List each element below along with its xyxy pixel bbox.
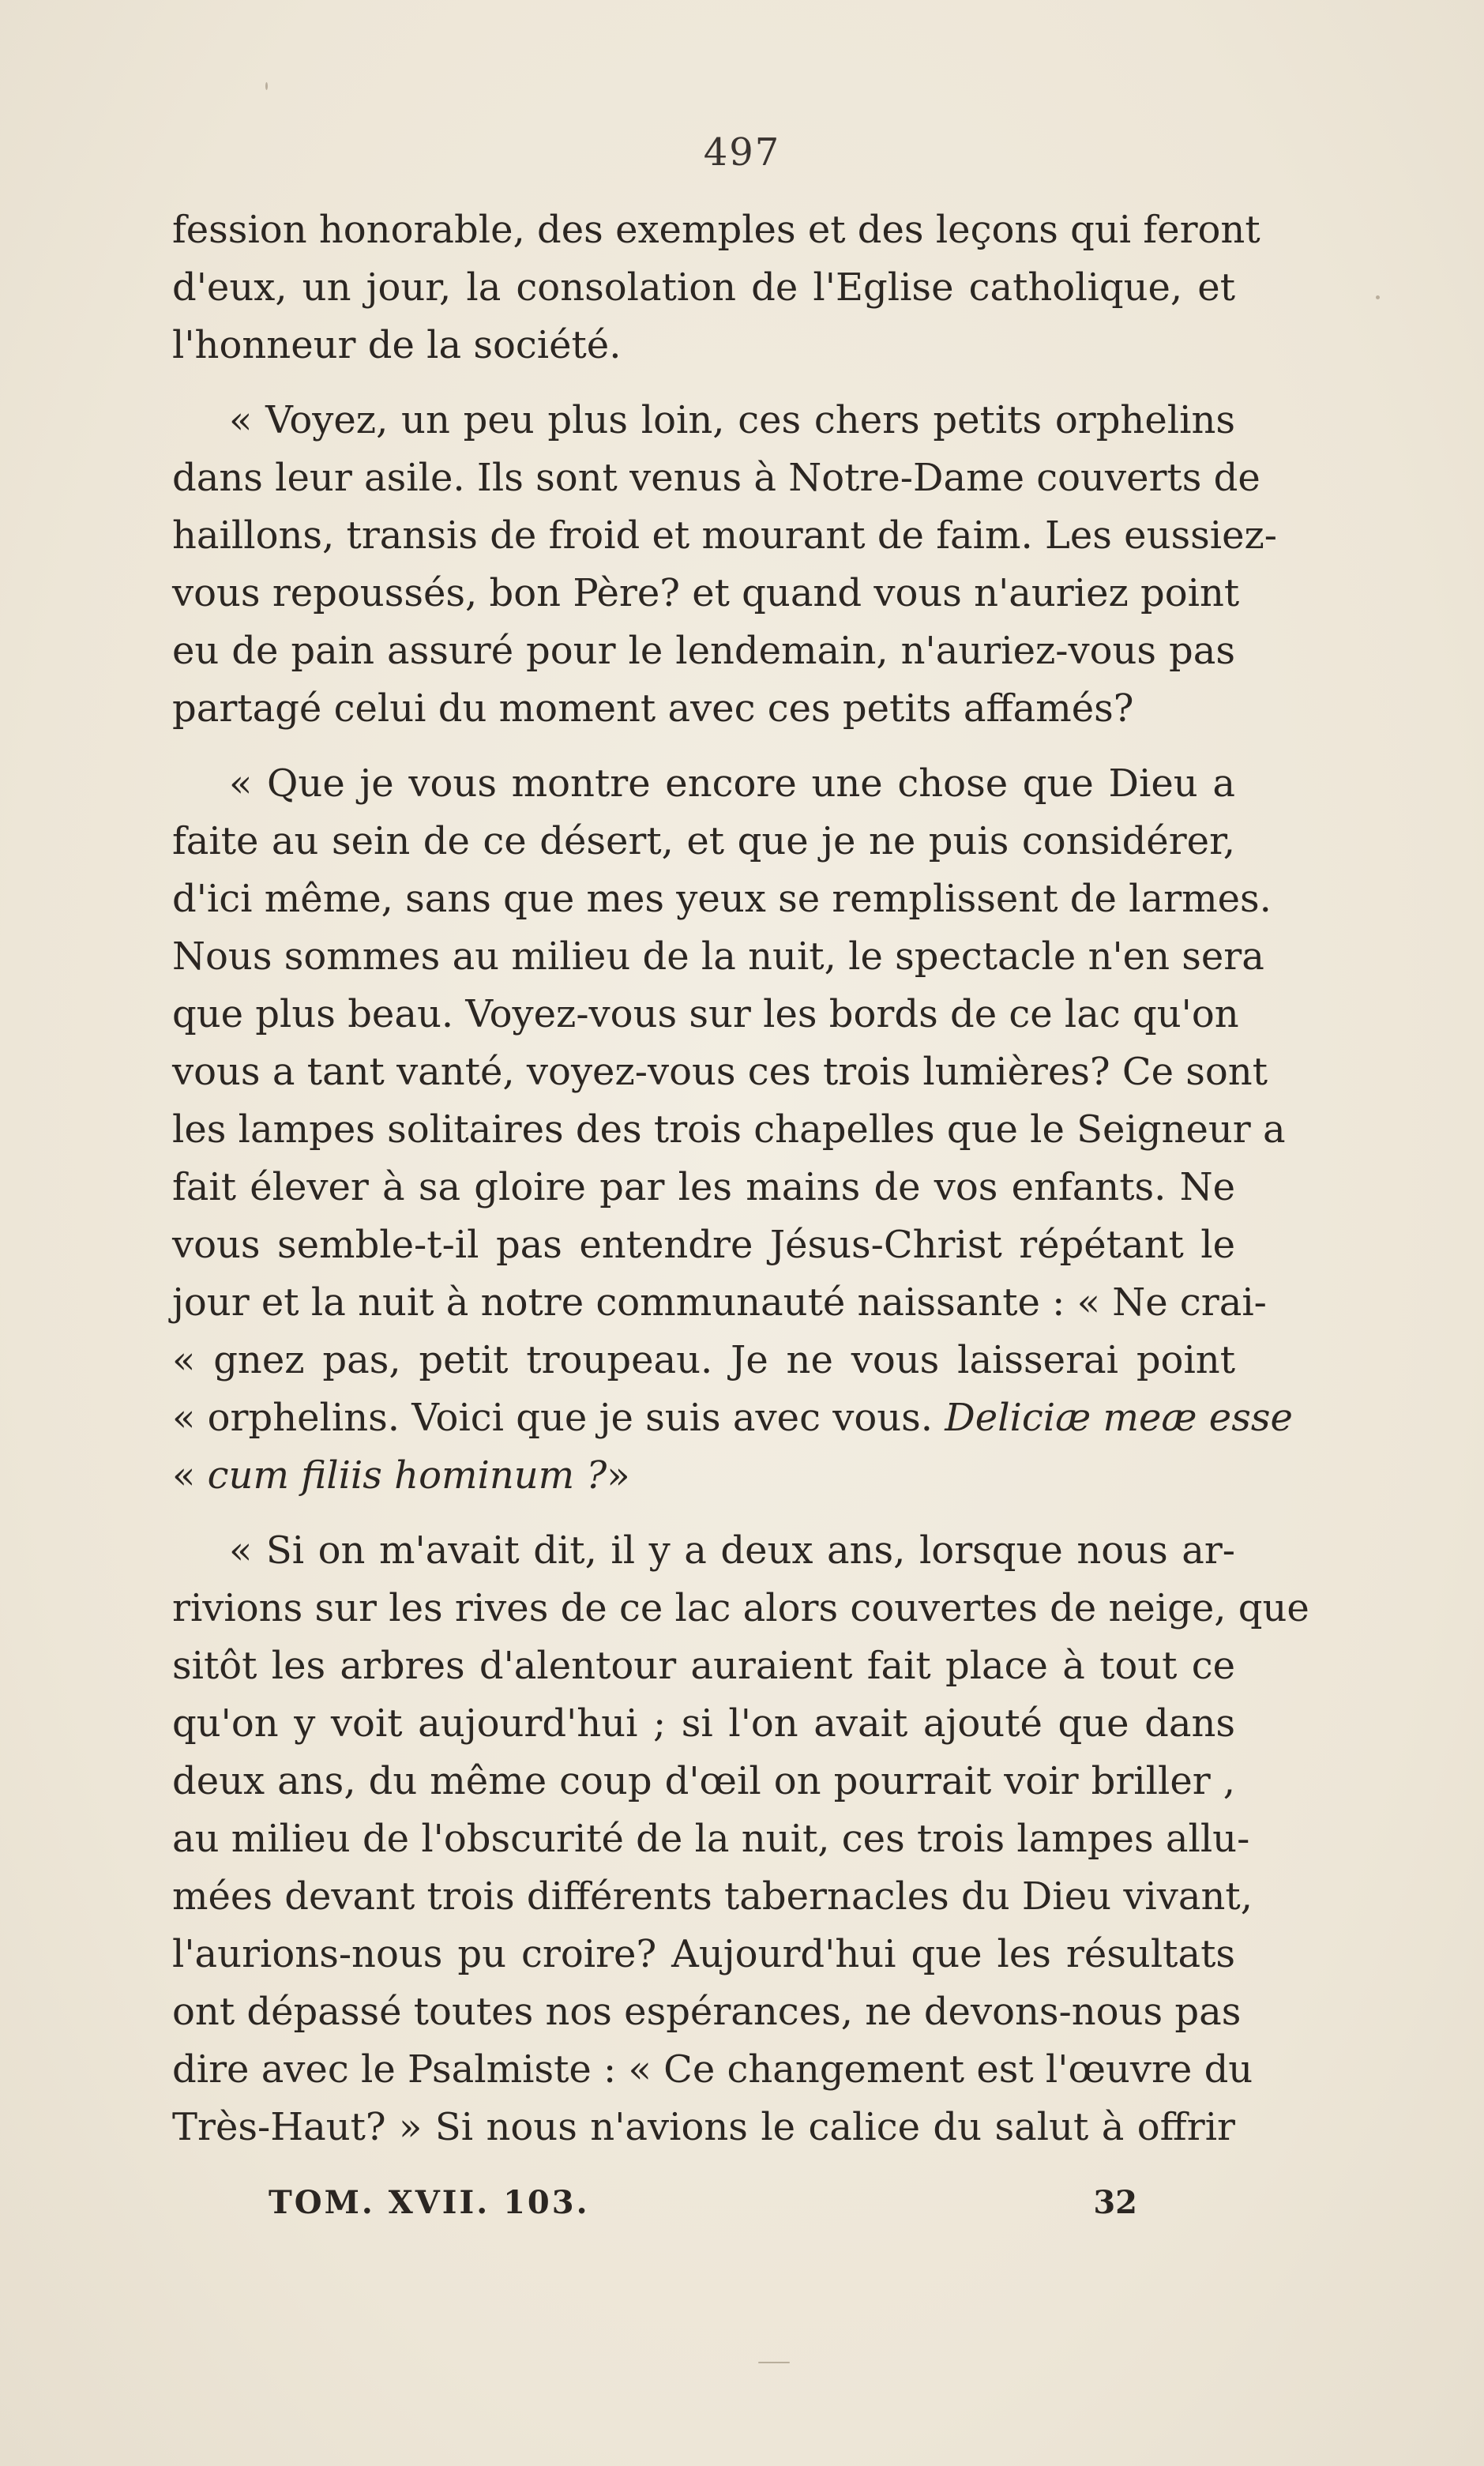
text-line-roman: « [172, 1453, 196, 1498]
text-line [172, 1810, 1250, 1868]
paragraph-gap [172, 738, 1235, 755]
text-line [172, 1753, 1235, 1810]
text-line-roman: « orphelins. Voici que je suis avec vous. [172, 1396, 934, 1440]
text-line [172, 1868, 1253, 1926]
text-line [172, 1274, 1267, 1332]
text-line-roman: fession honorable, des exemples et des leçons qui feront [172, 208, 1260, 252]
text-line [172, 622, 1235, 680]
text-line [172, 2041, 1253, 2099]
text-line [172, 1522, 1235, 1580]
text-line [172, 1695, 1235, 1753]
text-line [172, 2099, 1235, 2156]
text-line [172, 317, 1235, 374]
text-line [172, 201, 1260, 259]
text-line-roman: eu de pain assuré pour le lendemain, n'auriez-vous pas [172, 629, 1235, 673]
text-line-roman: faite au sein de ce désert, et que je ne puis considérer, [172, 819, 1235, 863]
text-line [172, 565, 1240, 622]
page-footer [269, 2184, 1137, 2231]
text-line [172, 1043, 1268, 1101]
text-line [172, 1637, 1235, 1695]
text-line [172, 1926, 1235, 1983]
body-text [172, 201, 1309, 2156]
text-line [172, 1389, 1293, 1447]
text-line [172, 1216, 1235, 1274]
text-line [172, 928, 1264, 986]
text-line [172, 507, 1278, 565]
text-line-roman: mées devant trois différents tabernacles du Dieu vivant, [172, 1874, 1253, 1919]
text-line-roman: l'aurions-nous pu croire? Aujourd'hui que les résultats [172, 1932, 1235, 1976]
text-line [172, 1101, 1286, 1159]
text-line [172, 1332, 1235, 1389]
text-line-close-quote: » [607, 1453, 630, 1498]
text-line-italic: cum filiis hominum ? [207, 1453, 607, 1498]
text-line-roman: « Si on m'avait dit, il y a deux ans, lorsque nous ar- [229, 1528, 1235, 1573]
text-line-roman: fait élever à sa gloire par les mains de vos enfants. Ne [172, 1165, 1235, 1209]
text-line-roman: haillons, transis de froid et mourant de faim. Les eussiez- [172, 513, 1278, 558]
text-line [172, 680, 1235, 738]
text-line-roman: « Voyez, un peu plus loin, ces chers petits orphelins [229, 398, 1235, 442]
text-line-roman: Nous sommes au milieu de la nuit, le spectacle n'en sera [172, 934, 1264, 979]
volume-signature: TOM. XVII. 103. [269, 2184, 590, 2221]
text-line-roman: Très-Haut? » Si nous n'avions le calice du salut à offrir [172, 2105, 1235, 2149]
text-line-roman: jour et la nuit à notre communauté naissante : « Ne crai- [172, 1280, 1267, 1325]
text-line-roman: rivions sur les rives de ce lac alors couvertes de neige, que [172, 1586, 1309, 1630]
text-line [172, 1447, 1235, 1505]
text-line-roman: vous a tant vanté, voyez-vous ces trois lumières? Ce sont [172, 1050, 1268, 1094]
text-line [172, 755, 1235, 813]
text-line [172, 1983, 1242, 2041]
text-line [172, 870, 1272, 928]
text-line-roman: vous repoussés, bon Père? et quand vous n'auriez point [172, 571, 1240, 615]
text-line [172, 449, 1260, 507]
text-line-roman: sitôt les arbres d'alentour auraient fait place à tout ce [172, 1644, 1235, 1688]
text-line-roman: « gnez pas, petit troupeau. Je ne vous laisserai point [172, 1338, 1235, 1382]
text-line [172, 1580, 1309, 1637]
paragraph-gap [172, 1505, 1235, 1522]
text-line-roman: dire avec le Psalmiste : « Ce changement est l'œuvre du [172, 2047, 1253, 2092]
text-line-roman: ont dépassé toutes nos espérances, ne devons-nous pas [172, 1990, 1242, 2034]
text-line-roman: d'eux, un jour, la consolation de l'Eglise catholique, et [172, 265, 1235, 310]
text-line-roman: au milieu de l'obscurité de la nuit, ces trois lampes allu- [172, 1817, 1250, 1861]
text-line-roman: que plus beau. Voyez-vous sur les bords de ce lac qu'on [172, 992, 1239, 1036]
text-line-roman: qu'on y voit aujourd'hui ; si l'on avait ajouté que dans [172, 1701, 1235, 1746]
text-line-roman: dans leur asile. Ils sont venus à Notre-Dame couverts de [172, 456, 1260, 500]
text-line [172, 813, 1235, 870]
text-line [172, 392, 1235, 449]
text-line-roman: vous semble-t-il pas entendre Jésus-Christ répétant le [172, 1223, 1235, 1267]
text-line [172, 1159, 1235, 1216]
sheet-number: 32 [1093, 2184, 1137, 2221]
text-line-roman: l'honneur de la société. [172, 323, 622, 367]
text-line [172, 259, 1235, 317]
text-line-roman: « Que je vous montre encore une chose que Dieu a [229, 761, 1235, 806]
text-line-roman: partagé celui du moment avec ces petits affamés? [172, 686, 1134, 731]
text-line-roman: les lampes solitaires des trois chapelles que le Seigneur a [172, 1107, 1286, 1152]
text-line-roman: d'ici même, sans que mes yeux se remplissent de larmes. [172, 877, 1272, 921]
text-line-italic: Deliciæ meæ esse [945, 1396, 1293, 1440]
speck [265, 82, 268, 90]
text-line-roman: deux ans, du même coup d'œil on pourrait voir briller , [172, 1759, 1235, 1803]
text-line [172, 986, 1239, 1043]
paragraph-gap [172, 374, 1235, 392]
speck [1376, 295, 1380, 299]
page-number: 497 [703, 130, 781, 175]
speck [758, 2362, 790, 2363]
